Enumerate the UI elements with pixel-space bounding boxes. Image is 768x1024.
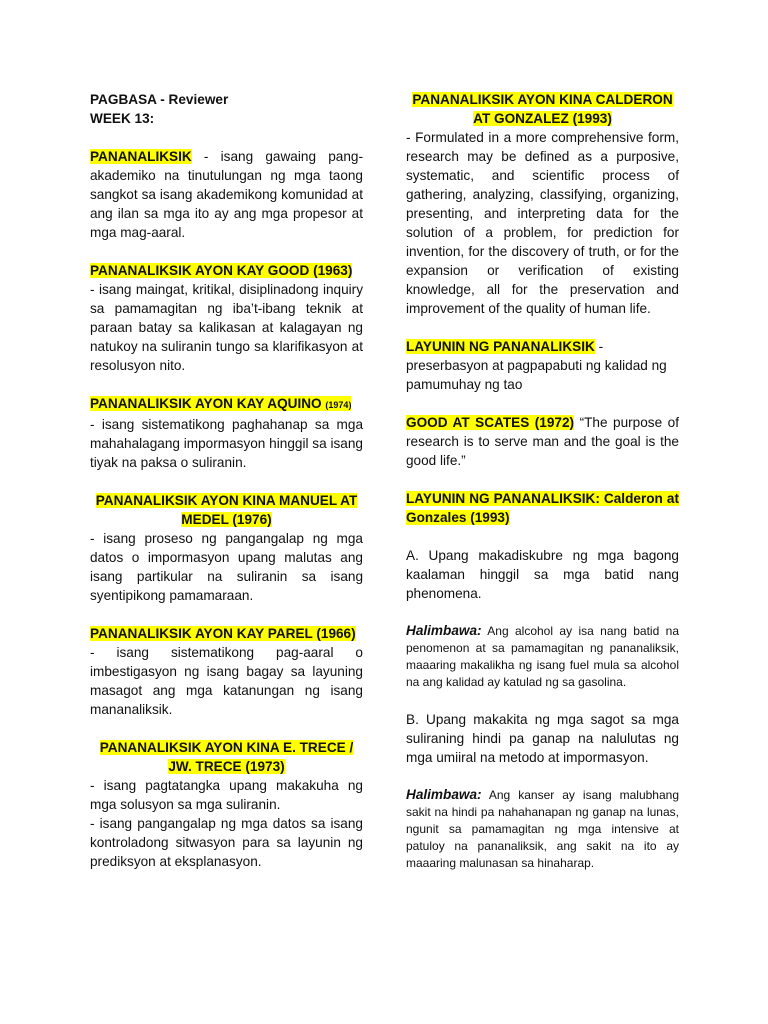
term-pananaliksik: PANANALIKSIK [90,149,192,164]
body-aquino: - isang sistematikong paghahanap sa mga mahahalagang impormasyon hinggil sa isang tiyak na paksa o suliranin. [90,417,363,470]
section-scates [406,413,679,470]
week-label: WEEK 13: [90,111,155,126]
left-column [90,90,363,871]
def-pananaliksik: - isang gawaing pang-akademiko na tinutulungan ng mga taong sangkot sa isang akademikong komunidad at ang ilan sa mga ito ay ang mga propesor at mga mag-aaral. [90,149,363,240]
example-a-body: Ang alcohol ay isa nang batid na penomenon at sa pamamagitan ng pananaliksik, maaaring makalikha ng isang fuel mula sa alcohol na ang kalidad ay katulad ng sa gasolina. [406,624,679,689]
section-trece [90,738,363,776]
body-scates: “The purpose of research is to serve man and the goal is the good life.” [406,415,679,468]
section-calderon [406,90,679,128]
item-a: A. Upang makadiskubre ng mga bagong kaalaman hinggil sa mga batid nang phenomena. [406,548,679,601]
body-parel: - isang sistematikong pag-aaral o imbestigasyon ng isang bagay sa layuning masagot ang mga katanungan ng isang mananaliksik. [90,645,363,717]
heading-trece: PANANALIKSIK AYON KINA E. TRECE / JW. TRECE (1973) [99,740,354,774]
item-b: B. Upang makakita ng mga sagot sa mga suliraning hindi pa ganap na nalulutas ng mga umiiral na metodo at impormasyon. [406,712,679,765]
section-good [90,261,363,280]
section-parel [90,624,363,643]
body-layunin: preserbasyon at pagpapabuti ng kalidad ng pamumuhay ng tao [406,358,667,392]
section-layunin [406,337,679,356]
body-trece-2: - isang pangangalap ng mga datos sa isang kontroladong sitwasyon para sa layunin ng prediksyon at eksplanasyon. [90,816,363,869]
heading-aquino-year: (1974) [325,400,352,410]
example-b [406,786,679,872]
heading-manuel-medel: PANANALIKSIK AYON KINA MANUEL AT MEDEL (1976) [95,493,358,527]
right-column [406,90,679,872]
doc-title: PAGBASA - Reviewer [90,92,229,107]
example-b-body: Ang kanser ay isang malubhang sakit na hindi pa nahahanapan ng ganap na lunas, ngunit sa pamamagitan ng mga intensive at patuloy na pananaliksik, ang sakit na ito ay maaaring malunasan sa hinaharap. [406,788,679,870]
heading-good: PANANALIKSIK AYON KAY GOOD (1963) [90,263,353,278]
heading-aquino-text: PANANALIKSIK AYON KAY AQUINO [90,396,322,411]
section-aquino [90,394,363,415]
example-a-label: Halimbawa: [406,623,482,638]
body-manuel-medel: - isang proseso ng pangangalap ng mga datos o impormasyon upang malutas ang isang partikular na suliranin sa isang syentipikong pamamaraan. [90,531,363,603]
layunin-dash: - [594,339,604,354]
body-trece-1: - isang pagtatangka upang makakuha ng mga solusyon sa mga suliranin. [90,778,363,812]
heading-scates: GOOD AT SCATES (1972) [406,415,575,430]
heading-parel: PANANALIKSIK AYON KAY PAREL (1966) [90,626,356,641]
heading-calderon: PANANALIKSIK AYON KINA CALDERON AT GONZALEZ (1993) [412,92,673,126]
body-calderon: - Formulated in a more comprehensive form, research may be defined as a purposive, systematic, and scientific process of gathering, analyzing, classifying, organizing, presenting, and interpreting data for the solution of a problem, for prediction for invention, for the discovery of truth, or for the expansion or verification of existing knowledge, all for the preservation and improvement of the quality of human life. [406,130,679,316]
body-good: - isang maingat, kritikal, disiplinadong inquiry sa pamamagitan ng iba’t-ibang teknik at paraan batay sa kalikasan at kalagayan ng natukoy na suliranin tungo sa klarifikasyon at resolusyon nito. [90,282,363,373]
section-layunin-calderon [406,489,679,527]
example-b-label: Halimbawa: [406,787,482,802]
heading-layunin-calderon: LAYUNIN NG PANANALIKSIK: Calderon at Gonzales (1993) [406,491,679,525]
example-a [406,622,679,691]
section-pananaliksik [90,147,363,242]
section-manuel-medel [90,491,363,529]
heading-layunin: LAYUNIN NG PANANALIKSIK [406,339,595,354]
heading-aquino [90,396,351,411]
